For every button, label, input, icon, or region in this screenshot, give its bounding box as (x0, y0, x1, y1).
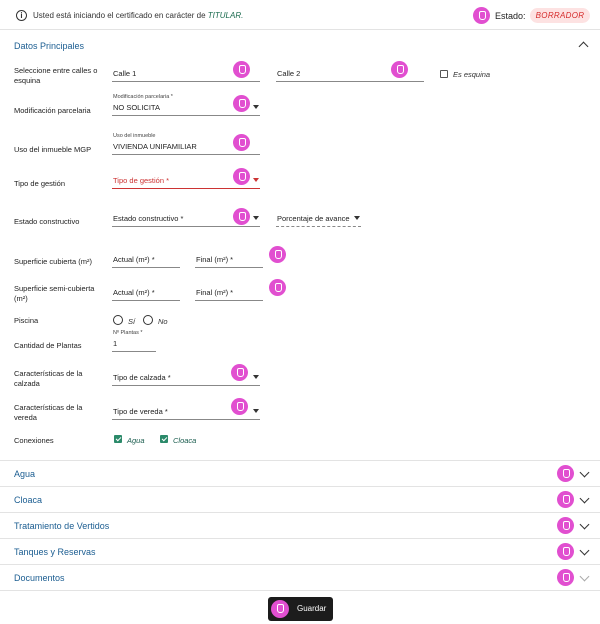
calle1-placeholder: Calle 1 (113, 69, 137, 78)
touch-icon[interactable] (269, 246, 286, 263)
sup-semi-actual-placeholder: Actual (m²) * (113, 288, 155, 297)
status-badge: BORRADOR (530, 8, 590, 23)
uso-value: VIVIENDA UNIFAMILIAR (113, 142, 197, 151)
label-conexiones: Conexiones (14, 436, 54, 445)
label-vereda: Características de la vereda (14, 403, 83, 422)
label-piscina: Piscina (14, 316, 39, 325)
sup-semi-actual-input[interactable] (112, 284, 180, 301)
label-modificacion: Modificación parcelaria (14, 106, 91, 115)
estado-label: Estado: (495, 11, 526, 21)
accordion-agua[interactable] (0, 460, 600, 486)
save-button[interactable] (268, 597, 333, 621)
accordion-tratamiento[interactable] (0, 512, 600, 538)
touch-icon[interactable] (557, 465, 574, 482)
agua-label: Agua (127, 436, 145, 445)
touch-icon[interactable] (233, 168, 250, 185)
accordion-title: Agua (14, 469, 36, 479)
accordion-title: Documentos (14, 573, 65, 583)
calle2-placeholder: Calle 2 (277, 69, 301, 78)
touch-icon[interactable] (233, 208, 250, 225)
touch-icon[interactable] (391, 61, 408, 78)
touch-icon[interactable] (233, 95, 250, 112)
chevron-down-icon (253, 105, 259, 109)
sup-cubierta-actual-placeholder: Actual (m²) * (113, 255, 155, 264)
info-banner (0, 0, 600, 30)
chevron-down-icon[interactable] (580, 546, 590, 556)
touch-icon[interactable] (233, 61, 250, 78)
accordion-documentos[interactable] (0, 564, 600, 590)
accordion-title: Cloaca (14, 495, 43, 505)
sup-semi-final-placeholder: Final (m²) * (196, 288, 234, 297)
plantas-input[interactable] (112, 331, 156, 352)
porcentaje-placeholder: Porcentaje de avance (277, 214, 350, 223)
chevron-down-icon (253, 375, 259, 379)
piscina-si-label: Sí (128, 317, 136, 326)
esquina-checkbox[interactable] (440, 70, 448, 78)
piscina-no-label: No (158, 317, 168, 326)
label-gestion: Tipo de gestión (14, 179, 66, 188)
vereda-placeholder: Tipo de vereda * (113, 407, 168, 416)
info-text (33, 11, 243, 20)
info-icon: i (16, 10, 27, 21)
touch-icon[interactable] (231, 398, 248, 415)
divider (0, 590, 600, 591)
touch-icon[interactable] (233, 134, 250, 151)
label-sup-semi: Superficie semi-cubierta (m²) (14, 284, 95, 303)
chevron-down-icon (253, 178, 259, 182)
piscina-no-radio[interactable] (143, 315, 153, 325)
agua-checkbox[interactable] (114, 435, 122, 443)
accordion-title: Tanques y Reservas (14, 547, 96, 557)
uso-small-label: Uso del inmueble (113, 133, 156, 139)
label-uso: Uso del inmueble MGP (14, 145, 92, 154)
role-value: TITULAR. (207, 11, 244, 20)
label-sup-cubierta: Superficie cubierta (m²) (14, 257, 92, 266)
chevron-up-icon[interactable] (579, 42, 589, 52)
touch-icon[interactable] (557, 491, 574, 508)
chevron-down-icon[interactable] (580, 468, 590, 478)
touch-icon[interactable] (231, 364, 248, 381)
estado-placeholder: Estado constructivo * (113, 214, 184, 223)
info-message: Usted está iniciando el certificado en carácter de (33, 11, 206, 20)
sup-cubierta-final-placeholder: Final (m²) * (196, 255, 234, 264)
label-estado: Estado constructivo (14, 217, 80, 226)
gestion-placeholder: Tipo de gestión * (113, 176, 170, 185)
cloaca-label: Cloaca (173, 436, 197, 445)
chevron-down-icon[interactable] (580, 494, 590, 504)
label-calzada: Características de la calzada (14, 369, 83, 388)
chevron-down-icon (354, 216, 360, 220)
chevron-down-icon (253, 216, 259, 220)
touch-icon[interactable] (269, 279, 286, 296)
sup-cubierta-final-input[interactable] (195, 251, 263, 268)
label-plantas: Cantidad de Plantas (14, 341, 82, 350)
section-title-datos-principales[interactable]: Datos Principales (14, 41, 85, 51)
touch-icon (271, 600, 289, 618)
esquina-label: Es esquina (453, 70, 491, 79)
plantas-small-label: Nº Plantas * (113, 330, 143, 336)
save-button-label: Guardar (297, 604, 327, 613)
chevron-down-icon[interactable] (580, 520, 590, 530)
chevron-down-icon (253, 409, 259, 413)
calzada-placeholder: Tipo de calzada * (113, 373, 171, 382)
touch-icon[interactable] (557, 569, 574, 586)
accordion-cloaca[interactable] (0, 486, 600, 512)
modificacion-value: NO SOLICITA (113, 103, 160, 112)
porcentaje-select[interactable] (276, 210, 361, 227)
modificacion-small-label: Modificación parcelaria * (113, 94, 173, 100)
plantas-value: 1 (113, 339, 118, 348)
label-calles: Seleccione entre calles o esquina (14, 66, 98, 85)
touch-icon[interactable] (473, 7, 490, 24)
accordion-tanques[interactable] (0, 538, 600, 564)
accordion-title: Tratamiento de Vertidos (14, 521, 110, 531)
chevron-down-icon[interactable] (580, 572, 590, 582)
sup-semi-final-input[interactable] (195, 284, 263, 301)
piscina-si-radio[interactable] (113, 315, 123, 325)
touch-icon[interactable] (557, 517, 574, 534)
cloaca-checkbox[interactable] (160, 435, 168, 443)
sup-cubierta-actual-input[interactable] (112, 251, 180, 268)
touch-icon[interactable] (557, 543, 574, 560)
